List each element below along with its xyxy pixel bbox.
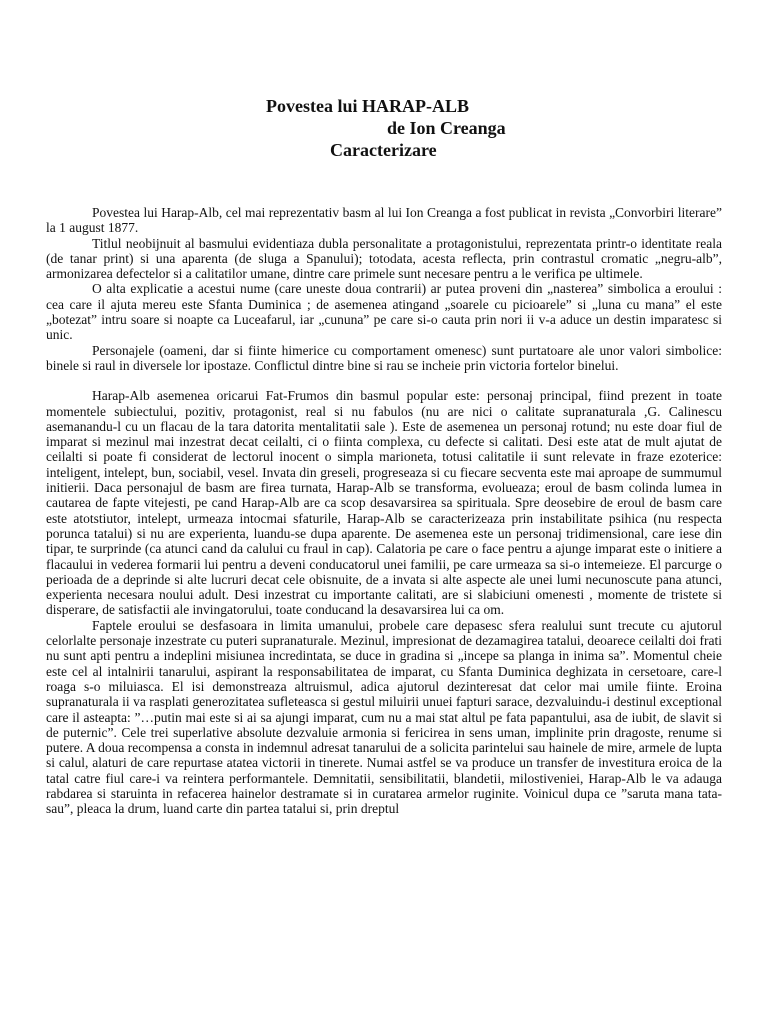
- paragraph-hero-portrait: Harap-Alb asemenea oricarui Fat-Frumos din basmul popular este: personaj principal, fiind prezent in toate momentele subiectului, pozitiv, protagonist, real si nu fabulos (nu are nici o calitate supranaturala ,G. Calinescu asemanandu-l cu un flacau de la tara datorita mentalitatii sale ). Este de asemenea un personaj rotund; nu este doar fiul de imparat si mezinul mai inzestrat decat ceilalti, ci o fiinta complexa, cu defecte si calitati. Desi este atat de mult ajutat de ceilalti si poate fi considerat de lectorul inocent o simpla marioneta, totusi calitatile ii sunt relevate in fraze ezoterice: inteligent, intelept, bun, sociabil, vesel. Invata din greseli, progreseaza si cu fiecare secventa este mai aproape de summumul initierii. Daca personajul de basm are firea turnata, Harap-Alb se transforma, evolueaza; eroul de basm colinda lumea in cautarea de fapte vitejesti, pe cand Harap-Alb are ca scop desavarsirea sa spirituala. Spre deosebire de eroul de basm care este atotstiutor, intelept, urmeaza intocmai sfaturile, Harap-Alb se caracterizeaza prin instabilitate psihica (nu respecta porunca tatalui) si nu are experienta, luandu-se dupa aparente. De asemenea este un personaj tridimensional, care iese din tipar, te surprinde (ca atunci cand da calului cu fraul in cap). Calatoria pe care o face pentru a ajunge imparat este o initiere a flacaului in vederea formarii lui pentru a deveni conducatorul unei familii, pe care urmeaza sa si-o intemeieze. El parcurge o perioada de a deprinde si alte lucruri decat cele obisnuite, de a invata si alte aspecte ale unei lumi necunoscute pana atunci, experienta necesara noului adult. Desi inzestrat cu importante calitati, are si slabiciuni omenesti , momente de tristete si disperare, de satisfactii ale invingatorului, toate conducand la desavarsirea lui ca om.: [46, 388, 722, 618]
- document-title: Povestea lui HARAP-ALB: [266, 96, 469, 116]
- document-subtitle: Caracterizare: [330, 140, 437, 160]
- paragraph-name-explanation: O alta explicatie a acestui nume (care uneste doua contrarii) ar putea proveni din „nasterea” simbolica a eroului : cea care il ajuta mereu este Sfanta Duminica ; de asemenea atingand „soarele cu picioarele” si „luna cu mana” el este „botezat” intru soare si noapte ca Luceafarul, iar „cununa” pe care si-o cauta prin nori ii v-a aduce un destin imparatesc si unic.: [46, 281, 722, 343]
- paragraph-intro: Povestea lui Harap-Alb, cel mai reprezentativ basm al lui Ion Creanga a fost publicat in revista „Convorbiri literare” la 1 august 1877.: [46, 205, 722, 236]
- document-body: [46, 205, 722, 817]
- paragraph-title-meaning: Titlul neobijnuit al basmului evidentiaza dubla personalitate a protagonistului, reprezentata printr-o identitate reala (de tanar print) si una aparenta (de sluga a Spanului); totodata, acesta reflecta, prin contrastul cromatic „negru-alb”, armonizarea defectelor si a calitatilor umane, dintre care primele sunt necesare pentru a le verifica pe ultimele.: [46, 235, 722, 282]
- document-author: de Ion Creanga: [387, 118, 506, 138]
- paragraph-hero-deeds: Faptele eroului se desfasoara in limita umanului, probele care depasesc sfera realului sunt trecute cu ajutorul celorlalte personaje inzestrate cu puteri supranaturale. Mezinul, impresionat de dezamagirea tatalui, deoarece ceilalti doi frati nu sunt apti pentru a indeplini misiunea incredintata, se duce in gradina si „incepe sa planga in inima sa”. Momentul cheie este cel al intalnirii tanarului, aspirant la responsabilitatea de imparat, cu Sfanta Duminica deghizata in cersetoare, care-l roaga s-o miluiasca. El isi demonstreaza altruismul, adica ajutorul dezinteresat dat celor mai umile fiinte. Eroina supranaturala ii va rasplati generozitatea sufleteasca si gestul miluirii unuei fapturi sarace, dezvaluindu-i destinul exceptional care il asteapta: ”…putin mai este si ai sa ajungi imparat, cum nu a mai stat altul pe fata papantului, asa de iubit, de slavit si de puternic”. Cele trei superlative absolute dezvaluie armonia si fericirea in sens uman, implinite prin dragoste, renume si putere. A doua recompensa a consta in indemnul adresat tanarului de a solicita parintelui sau hainele de mire, armele de lupta si calul, alaturi de care repurtase atatea victorii in tinerete. Numai astfel se va produce un transfer de investitura eroica de la tatal catre fiul care-i va reintera performantele. Demnitatii, sensibilitatii, blandetii, milostiveniei, Harap-Alb le va adauga rabdarea si staruinta in refacerea hainelor destramate si in curatarea armelor ruginite. Voinicul dupa ce ”saruta mana tata-sau”, pleaca la drum, luand carte din partea tatalui si, prin dreptul: [46, 617, 722, 817]
- paragraph-characters: Personajele (oameni, dar si fiinte himerice cu comportament omenesc) sunt purtatoare ale unor valori simbolice: binele si raul in diversele lor ipostaze. Conflictul dintre bine si rau se incheie prin victoria fortelor binelui.: [46, 342, 722, 373]
